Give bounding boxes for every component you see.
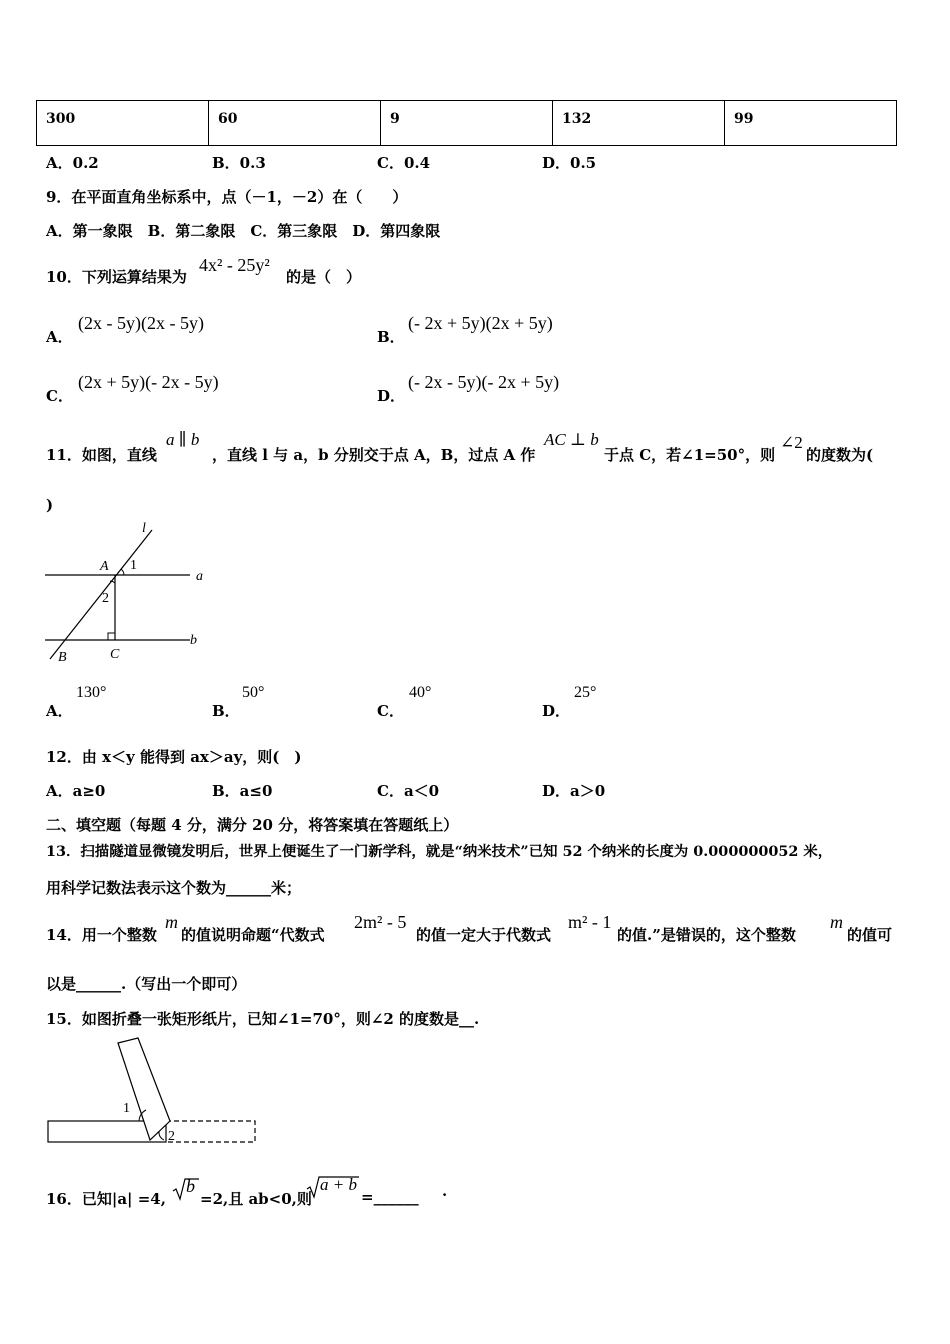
q11-option-b: 50°	[242, 684, 265, 701]
label-2: 2	[168, 1129, 175, 1144]
q9-options: A．第一象限 B．第二象限 C．第三象限 D．第四象限	[46, 222, 441, 240]
q11-label-b: B．	[212, 702, 240, 720]
q10-label-b: B．	[377, 328, 405, 346]
label-C: C	[110, 647, 120, 662]
label-l: l	[142, 521, 146, 536]
q11-text-2: 于点 C，若∠1=50°，则	[604, 446, 776, 464]
q10-option-b: (- 2x + 5y)(2x + 5y)	[408, 313, 553, 333]
section-heading: 二、填空题（每题 4 分，满分 20 分，将答案填在答题纸上）	[46, 816, 459, 834]
q10-tail: 的是（ ）	[286, 268, 362, 286]
q10-label-d: D．	[377, 387, 406, 405]
q10-option-d: (- 2x - 5y)(- 2x + 5y)	[408, 372, 560, 392]
label-1: 1	[123, 1101, 130, 1116]
q14-text-2: 的值说明命题“代数式	[181, 926, 325, 944]
q11-perpendicular: AC ⊥ b	[544, 430, 599, 449]
label-A: A	[100, 559, 109, 574]
q10-label-c: C．	[46, 387, 73, 405]
q11-option-d: 25°	[574, 684, 597, 701]
q14-text-5: 的值可	[847, 926, 893, 944]
q12-option-a: A．a≥0	[46, 782, 106, 800]
frequency-table	[36, 100, 897, 146]
q8-option-b: B．0.3	[212, 154, 266, 172]
table-cell: 9	[381, 101, 553, 146]
q14-line-2: 以是______.（写出一个即可）	[46, 975, 247, 993]
folded-flap	[118, 1038, 170, 1140]
q11-option-a: 130°	[76, 684, 107, 701]
q10-number: 10．下列运算结果为	[46, 268, 187, 286]
table-cell: 60	[209, 101, 381, 146]
q14-m-1: m	[165, 912, 178, 932]
table-cell: 132	[553, 101, 725, 146]
q16-text-1: 16．已知|a| =4,	[46, 1190, 166, 1208]
q16-dot: ·	[442, 1186, 448, 1204]
q11-close: )	[46, 496, 54, 514]
q15-stem: 15．如图折叠一张矩形纸片，已知∠1=70°，则∠2 的度数是__.	[46, 1010, 480, 1028]
q8-option-d: D．0.5	[542, 154, 597, 172]
table-cell: 99	[725, 101, 897, 146]
label-1: 1	[130, 558, 137, 573]
q10-option-c: (2x + 5y)(- 2x - 5y)	[78, 372, 219, 392]
q11-text-3: 的度数为(	[806, 446, 874, 464]
q14-text-1: 14．用一个整数	[46, 926, 157, 944]
q11-label-d: D．	[542, 702, 571, 720]
q11-angle: ∠2	[780, 433, 803, 452]
q11-figure	[40, 518, 220, 666]
table-row	[37, 101, 897, 146]
q14-m-2: m	[830, 912, 843, 932]
q8-option-a: A．0.2	[46, 154, 99, 172]
q12-option-c: C．a＜0	[377, 782, 440, 800]
table-cell: 300	[37, 101, 209, 146]
label-2: 2	[102, 591, 109, 606]
q13-line-1: 13．扫描隧道显微镜发明后，世界上便诞生了一门新学科，就是“纳米技术”已知 52 个纳米的长度为 0.000000052 米，	[46, 843, 833, 860]
q14-expr-2: m² - 1	[568, 912, 612, 932]
angle-1-arc	[121, 569, 124, 575]
folded-outline	[166, 1121, 255, 1142]
q12-option-b: B．a≤0	[212, 782, 273, 800]
angle-2-arc	[159, 1132, 164, 1140]
q14-text-3: 的值一定大于代数式	[416, 926, 552, 944]
q11-label-c: C．	[377, 702, 404, 720]
q15-figure	[44, 1036, 264, 1148]
q10-option-a: (2x - 5y)(2x - 5y)	[78, 313, 204, 333]
q11-text: ，直线 l 与 a，b 分别交于点 A，B，过点 A 作	[212, 446, 536, 464]
q16-text-2: =2,且 ab<0,则	[200, 1190, 312, 1208]
q10-expression: 4x² - 25y²	[199, 255, 270, 275]
q8-option-c: C．0.4	[377, 154, 431, 172]
q16-sqrt-ab: a + b	[320, 1175, 357, 1194]
q12-option-d: D．a＞0	[542, 782, 606, 800]
right-angle-mark	[108, 633, 115, 640]
q10-label-a: A．	[46, 328, 73, 346]
q11-option-c: 40°	[409, 684, 432, 701]
q9-stem: 9．在平面直角坐标系中，点（－1，－2）在（ ）	[46, 188, 408, 206]
q11-number: 11．如图，直线	[46, 446, 157, 464]
q11-parallel: a ∥ b	[166, 430, 200, 449]
label-B: B	[58, 650, 67, 665]
q14-expr-1: 2m² - 5	[354, 912, 407, 932]
q16-sqrt-b: b	[186, 1176, 195, 1196]
label-b: b	[190, 633, 197, 648]
q11-label-a: A．	[46, 702, 73, 720]
q13-line-2: 用科学记数法表示这个数为______米；	[46, 879, 302, 897]
q14-text-4: 的值.”是错误的，这个整数	[617, 926, 796, 944]
q12-stem: 12．由 x＜y 能得到 ax＞ay，则( )	[46, 748, 302, 766]
q16-text-3: =______	[361, 1188, 419, 1206]
label-a: a	[196, 569, 203, 584]
